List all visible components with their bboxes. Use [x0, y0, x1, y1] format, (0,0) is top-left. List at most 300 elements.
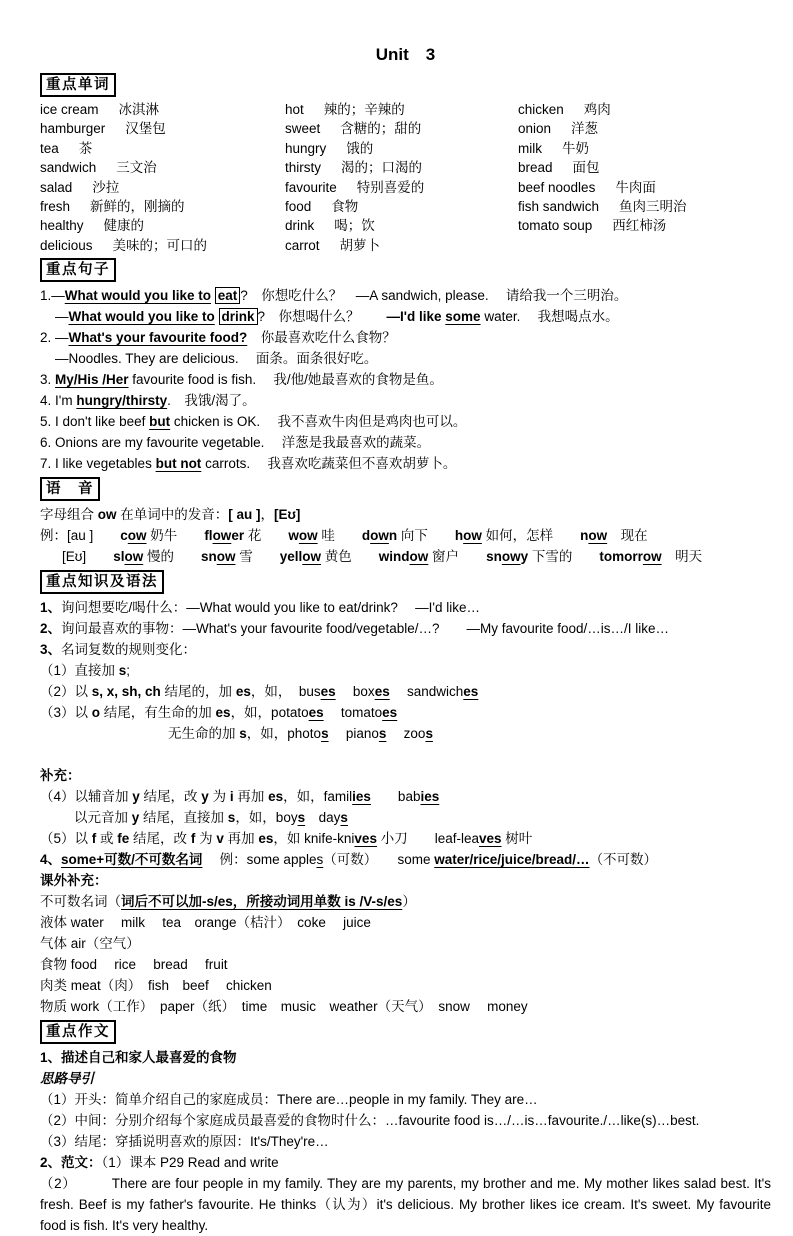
text-segment: c [120, 528, 128, 544]
text-segment: es [308, 705, 324, 721]
text-segment: 3、 [40, 642, 62, 658]
supplement-body [40, 786, 771, 870]
vocab-column-1 [40, 100, 285, 255]
text-segment: sandwich [389, 684, 464, 700]
grammar-body [40, 597, 771, 765]
text-segment: water/rice/juice/bread/… [434, 852, 590, 868]
text-segment: 哇 [317, 528, 362, 544]
text-segment: ? 你想吃什么？ —A sandwich, please. 请给我一个三明治。 [240, 288, 628, 304]
heading-line [40, 258, 771, 282]
text-line [40, 723, 771, 744]
text-segment: 奶牛 [146, 528, 205, 544]
section-key-words [40, 73, 771, 255]
text-segment: yell [279, 549, 303, 565]
vocab-row [40, 216, 285, 235]
word-chinese: 食物 [331, 199, 359, 215]
text-line [40, 702, 771, 723]
word-english: milk [518, 140, 542, 156]
text-segment: 7. I like vegetables [40, 456, 156, 472]
word-chinese: 渴的；口渴的 [341, 160, 423, 176]
word-english: hot [285, 102, 304, 117]
text-segment: h [454, 528, 464, 544]
section-phonics [40, 477, 771, 567]
text-segment: [Eʊ] [62, 549, 114, 565]
text-segment: What's your favourite food? [68, 330, 248, 346]
vocab-row [285, 216, 518, 235]
text-segment: 食物 food rice bread fruit [40, 957, 228, 973]
text-segment: 询问想要吃/喝什么：—What would you like to eat/drink? —I'd like… [61, 600, 480, 616]
text-line [40, 849, 771, 870]
word-chinese: 新鲜的，刚摘的 [90, 199, 185, 215]
text-segment: es [320, 684, 336, 700]
text-segment: 在单词中的发音： [116, 507, 229, 523]
word-english: carrot [285, 237, 320, 253]
text-segment: 液体 water milk tea orange（桔汁） coke juice [40, 915, 371, 931]
text-segment: ，如，photo [246, 726, 322, 742]
text-segment: favourite food is fish. 我/他/她最喜欢的食物是鱼。 [128, 372, 443, 388]
text-segment: （4）以辅音加 [40, 789, 133, 805]
text-segment: carrots. 我喜欢吃蔬菜但不喜欢胡萝卜。 [201, 456, 457, 472]
text-segment: ies [420, 789, 440, 805]
vocab-row [518, 216, 771, 235]
text-segment: 结尾，改 [129, 831, 191, 847]
text-segment: ow [127, 528, 147, 544]
text-segment: box [335, 684, 375, 700]
heading-line [40, 1020, 771, 1044]
text-segment: 再加 [223, 831, 259, 847]
text-segment: ，如，famil [283, 789, 353, 805]
text-line [40, 828, 771, 849]
word-chinese: 汉堡包 [125, 121, 166, 137]
text-segment: （3）以 [40, 705, 92, 721]
text-line [40, 1152, 771, 1173]
vocab-row [518, 158, 771, 177]
supplement-label: 补充： [40, 768, 81, 784]
text-segment: （3）结尾：穿插说明喜欢的原因：It's/They're… [40, 1134, 329, 1150]
vocab-columns [40, 100, 771, 255]
text-segment: （2）中间：分别介绍每个家庭成员最喜爱的食物时什么：…favourite food is…/…is…favourite./…like(s)…best. [40, 1113, 700, 1129]
text-segment: tomorr [599, 549, 643, 565]
text-segment: 1.— [40, 288, 65, 304]
word-english: salad [40, 179, 73, 195]
text-segment: ies [352, 789, 371, 805]
text-segment: 2. — [40, 330, 69, 346]
text-segment: water. [480, 309, 521, 325]
text-segment: i [229, 789, 234, 805]
heading-line [40, 570, 771, 594]
word-english: sandwich [40, 160, 97, 176]
text-segment: （1）直接加 [40, 663, 119, 679]
text-segment: 向下 [397, 528, 455, 544]
text-segment: 如何，怎样 [481, 528, 581, 544]
text-segment: y [520, 549, 529, 565]
text-segment: s [227, 810, 236, 826]
text-segment: piano [328, 726, 379, 742]
word-english: hungry [285, 140, 327, 156]
text-segment: 以元音加 [74, 810, 132, 826]
vocab-row [518, 119, 771, 138]
heading-key-words: 重点单词 [40, 73, 116, 97]
text-segment: 2、范文： [40, 1155, 102, 1171]
text-segment: wind [378, 549, 410, 565]
vocab-row [285, 100, 518, 119]
text-segment: s [297, 810, 306, 826]
word-chinese: 沙拉 [92, 179, 120, 195]
text-segment: es [258, 831, 274, 847]
text-segment: 气体 air（空气） [40, 936, 140, 952]
word-chinese: 健康的 [103, 218, 145, 234]
word-chinese: 喝；饮 [334, 218, 375, 234]
text-segment: My/His /Her [55, 372, 129, 388]
text-line [40, 1173, 771, 1236]
word-english: fish sandwich [518, 199, 600, 215]
text-segment: 字母组合 [40, 507, 98, 523]
text-line [40, 660, 771, 681]
vocab-row [518, 178, 771, 197]
text-segment: ves [354, 831, 377, 847]
word-english: fresh [40, 199, 71, 215]
text-segment: （5）以 [40, 831, 92, 847]
text-segment: 不可数名词（ [40, 894, 121, 910]
text-segment: [Eʊ] [274, 507, 301, 523]
text-line [40, 411, 771, 432]
text-segment: ow [124, 549, 144, 565]
text-segment: 思路导引 [40, 1071, 94, 1087]
word-chinese: 饿的 [346, 140, 374, 156]
text-line [40, 807, 771, 828]
extra-body [40, 891, 771, 1017]
text-segment: ，如，boy [235, 810, 298, 826]
word-chinese: 面包 [572, 160, 600, 176]
text-segment: 为 [208, 789, 230, 805]
text-segment: ; [126, 663, 131, 679]
text-segment: w [288, 528, 299, 544]
text-segment: sn [486, 549, 502, 565]
text-segment: es [382, 705, 398, 721]
text-segment: es [463, 684, 479, 700]
text-segment: bab [370, 789, 421, 805]
word-english: delicious [40, 237, 93, 253]
heading-line [40, 477, 771, 501]
text-segment: . 我饿/渴了。 [167, 393, 256, 409]
text-segment: 肉类 meat（肉） fish beef chicken [40, 978, 272, 994]
text-segment: 你最喜欢吃什么食物？ [247, 330, 396, 346]
text-segment: d [361, 528, 371, 544]
text-line [40, 546, 771, 567]
word-english: bread [518, 160, 553, 176]
text-segment: ow [216, 549, 236, 565]
word-chinese: 牛肉面 [615, 179, 656, 195]
text-segment: y [132, 789, 140, 805]
text-segment: s, x, sh, ch [91, 684, 161, 700]
text-segment: ow [370, 528, 389, 544]
text-line [40, 432, 771, 453]
heading-line [40, 73, 771, 97]
section-key-sentences [40, 258, 771, 474]
text-segment: er [231, 528, 245, 544]
vocab-row [285, 158, 518, 177]
vocab-row [40, 158, 285, 177]
text-segment: ，如 knife-kni [273, 831, 355, 847]
text-line [40, 954, 771, 975]
text-line [40, 912, 771, 933]
text-line [40, 1131, 771, 1152]
text-segment: ow [409, 549, 429, 565]
text-line [40, 681, 771, 702]
text-segment: 黄色 [321, 549, 379, 565]
vocab-column-3 [518, 100, 771, 255]
text-segment: y [201, 789, 209, 805]
text-line [40, 306, 771, 327]
text-segment: o [91, 705, 101, 721]
text-segment: 名词复数的规则变化： [61, 642, 197, 658]
extra-label: 课外补充： [40, 873, 108, 889]
text-segment: ） [402, 894, 416, 910]
word-english: hamburger [40, 121, 106, 137]
vocab-row [40, 178, 285, 197]
word-chinese: 特别喜爱的 [356, 179, 425, 195]
text-segment: —I'd like [386, 309, 446, 325]
text-segment: 5. I don't like beef [40, 414, 150, 430]
text-segment: s [316, 852, 324, 868]
vocab-row [518, 197, 771, 216]
text-segment: s [340, 810, 348, 826]
text-segment: 1、 [40, 600, 62, 616]
word-english: favourite [285, 179, 337, 195]
text-line [40, 1110, 771, 1131]
text-segment: 4、 [40, 852, 62, 868]
word-english: healthy [40, 218, 84, 234]
text-segment: 结尾，直接加 [139, 810, 228, 826]
vocab-row [285, 119, 518, 138]
text-segment: some [445, 309, 481, 325]
text-segment: s [118, 663, 127, 679]
composition-body [40, 1047, 771, 1236]
word-chinese: 辣的；辛辣的 [323, 102, 405, 117]
text-segment: but [149, 414, 171, 430]
text-segment [215, 309, 219, 324]
text-segment: 我想喝点水。 [520, 309, 619, 325]
text-line [40, 504, 771, 525]
text-segment: 4. I'm [40, 393, 77, 409]
text-segment: 3. [40, 372, 56, 388]
text-segment: ow [97, 507, 117, 523]
word-english: thirsty [285, 160, 322, 176]
page-title: Unit 3 [375, 45, 436, 64]
text-segment: fe [117, 831, 130, 847]
text-segment: es [374, 684, 390, 700]
text-line [40, 996, 771, 1017]
text-segment: （可数） some [323, 852, 435, 868]
text-segment: What would you like to [68, 309, 215, 325]
text-segment: 现在 [607, 528, 648, 544]
text-segment: [ au ] [228, 507, 261, 523]
text-segment: 结尾，改 [139, 789, 202, 805]
word-chinese: 冰淇淋 [118, 102, 160, 117]
text-segment: es [268, 789, 284, 805]
text-segment: 结尾，有生命的加 [100, 705, 216, 721]
text-segment: ，如， bus [250, 684, 321, 700]
text-segment: （2）以 [40, 684, 92, 700]
text-segment: 窗户 [428, 549, 487, 565]
text-line [40, 744, 771, 765]
word-english: chicken [518, 102, 564, 117]
text-segment: 询问最喜欢的事物：—What's your favourite food/vegetable/…? —My favourite food/…is…/I like… [61, 621, 670, 637]
text-segment: 2、 [40, 621, 62, 637]
key-sentences-body [40, 285, 771, 474]
text-segment: ow [642, 549, 662, 565]
text-segment: 物质 work（工作） paper（纸） time music weather（天气） snow money [40, 999, 528, 1015]
text-segment: 雪 [235, 549, 280, 565]
text-segment: s [321, 726, 329, 742]
word-chinese: 茶 [78, 140, 93, 156]
text-segment: 明天 [661, 549, 703, 565]
text-line [40, 975, 771, 996]
text-segment: ， [260, 507, 275, 523]
text-segment: es [235, 684, 251, 700]
vocab-column-2 [285, 100, 518, 255]
text-segment: n [388, 528, 398, 544]
text-segment: hungry/thirsty [76, 393, 168, 409]
text-line [40, 1047, 771, 1068]
text-line [40, 933, 771, 954]
text-line [40, 618, 771, 639]
text-segment: 例：some apple [202, 852, 317, 868]
section-composition [40, 1020, 771, 1236]
text-segment: （不可数） [589, 852, 658, 868]
word-english: beef noodles [518, 179, 596, 195]
text-segment: ow [463, 528, 482, 544]
text-line [40, 285, 771, 306]
text-line [40, 1068, 771, 1089]
text-segment: drink [219, 308, 258, 325]
word-chinese: 西红柿汤 [612, 218, 667, 234]
text-segment: 无生命的加 [168, 726, 240, 742]
text-line [40, 597, 771, 618]
text-segment: 慢的 [143, 549, 201, 565]
text-segment: some+可数/不可数名词 [61, 852, 203, 868]
text-segment: eat [215, 287, 241, 304]
text-segment: s [378, 726, 387, 742]
vocab-row [285, 236, 518, 255]
text-segment: ow [588, 528, 608, 544]
vocab-row [40, 100, 285, 119]
text-line [40, 525, 771, 546]
text-segment: ow [212, 528, 232, 544]
text-segment: 1、描述自己和家人最喜爱的食物 [40, 1050, 237, 1066]
text-segment: 树叶 [501, 831, 533, 847]
text-line [40, 327, 771, 348]
word-english: food [285, 199, 312, 215]
word-chinese: 鱼肉三明治 [619, 199, 687, 215]
text-segment: ves [478, 831, 502, 847]
word-chinese: 含糖的；甜的 [340, 121, 422, 137]
vocab-row [285, 178, 518, 197]
text-segment: f [91, 831, 97, 847]
text-segment: 花 [244, 528, 289, 544]
phonics-body [40, 504, 771, 567]
word-english: ice cream [40, 102, 99, 117]
text-line [40, 369, 771, 390]
text-segment: 6. Onions are my favourite vegetable. 洋葱是我最喜欢的蔬菜。 [40, 435, 431, 451]
word-chinese: 鸡肉 [583, 102, 611, 117]
text-line [40, 639, 771, 660]
text-segment: s [239, 726, 247, 742]
word-chinese: 三文治 [116, 160, 157, 176]
text-segment: ow [302, 549, 322, 565]
text-segment: day [305, 810, 341, 826]
text-segment: （2） There are four people in my family. They are my parents, my brother and me. My mother likes salad best. It's fresh. Beef is my father's favourite. He thinks（认为）it's delicious. My brother likes ice cream. It's sweet. My favourite food is fish. It's very healthy. [40, 1176, 771, 1234]
vocab-row [40, 197, 285, 216]
heading-key-sentences: 重点句子 [40, 258, 116, 282]
text-segment: ow [298, 528, 318, 544]
text-line [40, 786, 771, 807]
text-segment: 例：[au ] [40, 528, 121, 544]
text-segment: s [425, 726, 433, 742]
vocab-row [40, 119, 285, 138]
text-segment: y [131, 810, 140, 826]
text-line [40, 348, 771, 369]
text-segment: but not [155, 456, 202, 472]
text-segment: sn [200, 549, 217, 565]
heading-composition: 重点作文 [40, 1020, 116, 1044]
text-segment: 为 [195, 831, 217, 847]
text-segment: v [216, 831, 224, 847]
text-segment: n [580, 528, 589, 544]
text-segment: What would you like to [64, 288, 212, 304]
vocab-row [285, 139, 518, 158]
text-line [40, 453, 771, 474]
text-line [40, 390, 771, 411]
word-english: tea [40, 140, 59, 156]
vocab-row [518, 100, 771, 119]
text-line [40, 1089, 771, 1110]
text-segment: —Noodles. They are delicious. 面条。面条很好吃。 [55, 351, 378, 367]
word-english: onion [518, 121, 552, 137]
text-segment: f [190, 831, 196, 847]
text-segment: （1）课本 P29 Read and write [101, 1155, 279, 1171]
vocab-row [40, 236, 285, 255]
text-segment: sl [113, 549, 125, 565]
text-segment: 结尾的，加 [160, 684, 236, 700]
heading-phonics: 语 音 [40, 477, 100, 501]
word-english: sweet [285, 121, 321, 137]
text-segment: 词后不可以加-s/es，所接动词用单数 is /V-s/es [121, 894, 403, 910]
vocab-row [518, 139, 771, 158]
text-line [40, 891, 771, 912]
word-english: tomato soup [518, 218, 593, 234]
text-segment: 下雪的 [528, 549, 600, 565]
text-segment: 小刀 leaf-lea [376, 831, 479, 847]
text-segment: zoo [386, 726, 426, 742]
text-segment: — [55, 309, 69, 325]
text-segment: （1）开头：简单介绍自己的家庭成员：There are…people in my family. They are… [40, 1092, 538, 1108]
text-segment: es [215, 705, 231, 721]
text-segment: ow [501, 549, 521, 565]
text-segment: fl [204, 528, 213, 544]
vocab-row [40, 139, 285, 158]
word-chinese: 胡萝卜 [339, 237, 381, 253]
word-chinese: 美味的；可口的 [112, 237, 208, 253]
text-segment: ，如，potato [230, 705, 309, 721]
text-segment: chicken is OK. 我不喜欢牛肉但是鸡肉也可以。 [170, 414, 467, 430]
text-segment: 或 [96, 831, 118, 847]
text-segment: tomato [323, 705, 383, 721]
word-chinese: 牛奶 [562, 140, 589, 156]
text-segment: 再加 [233, 789, 269, 805]
heading-grammar: 重点知识及语法 [40, 570, 164, 594]
text-segment: ? 你想喝什么？ [257, 309, 387, 325]
